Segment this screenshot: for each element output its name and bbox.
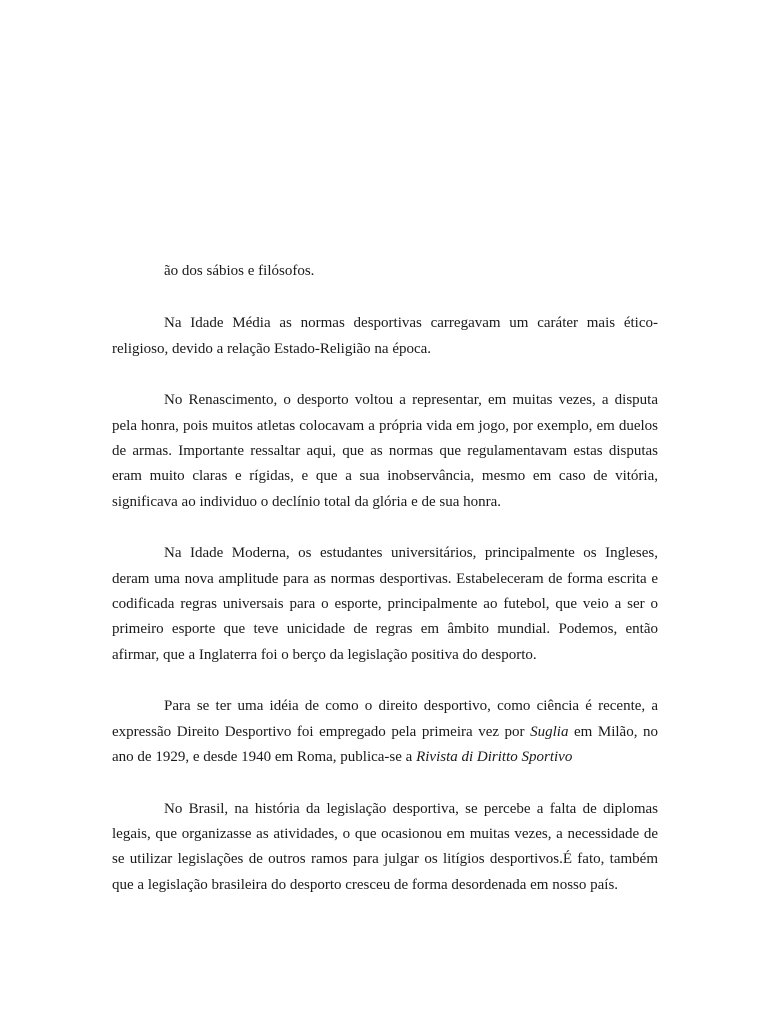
- paragraph-renascimento: No Renascimento, o desporto voltou a representar, em muitas vezes, a disputa pela honra, pois muitos atletas colocavam a própria vida em jogo, por exemplo, em duelos de armas. Importante ressaltar aqui, que as normas que regulamentavam estas disputas eram muito claras e rígidas, e que a sua inobservância, mesmo em caso de vitória, significava ao individuo o declínio total da glória e de sua honra.: [112, 392, 658, 510]
- paragraph-continuation: ão dos sábios e filósofos.: [164, 263, 315, 279]
- paragraph-idade-media: Na Idade Média as normas desportivas carregavam um caráter mais ético-religioso, devido a relação Estado-Religião na época.: [112, 315, 658, 357]
- paragraph-text-segment: em Milão, no ano de 1929, e desde 1940 em Roma, publica-se a: [112, 723, 658, 766]
- paragraph-idade-moderna: Na Idade Moderna, os estudantes universitários, principalmente os Ingleses, deram uma nova amplitude para as normas desportivas. Estabeleceram de forma escrita e codificada regras universais para o esporte, principalmente ao futebol, que veio a ser o primeiro esporte que teve unicidade de regras em âmbito mundial. Podemos, então afirmar, que a Inglaterra foi o berço da legislação positiva do desporto.: [112, 545, 658, 663]
- paragraph-direito-desportivo: [112, 694, 658, 770]
- italic-author-name: Suglia: [530, 723, 569, 740]
- document-body: [112, 259, 658, 898]
- italic-publication-title: Rivista di Diritto Sportivo: [416, 749, 573, 766]
- paragraph-text-segment: Para se ter uma idéia de como o direito desportivo, como ciência é recente, a expressão Direito Desportivo foi empregado pela primeira vez por: [112, 698, 658, 740]
- paragraph-brasil: No Brasil, na história da legislação desportiva, se percebe a falta de diplomas legais, que organizasse as atividades, o que ocasionou em muitas vezes, a necessidade de se utilizar legislações de outros ramos para julgar os litígios desportivos.É fato, também que a legislação brasileira do desporto cresceu de forma desordenada em nosso país.: [112, 800, 658, 893]
